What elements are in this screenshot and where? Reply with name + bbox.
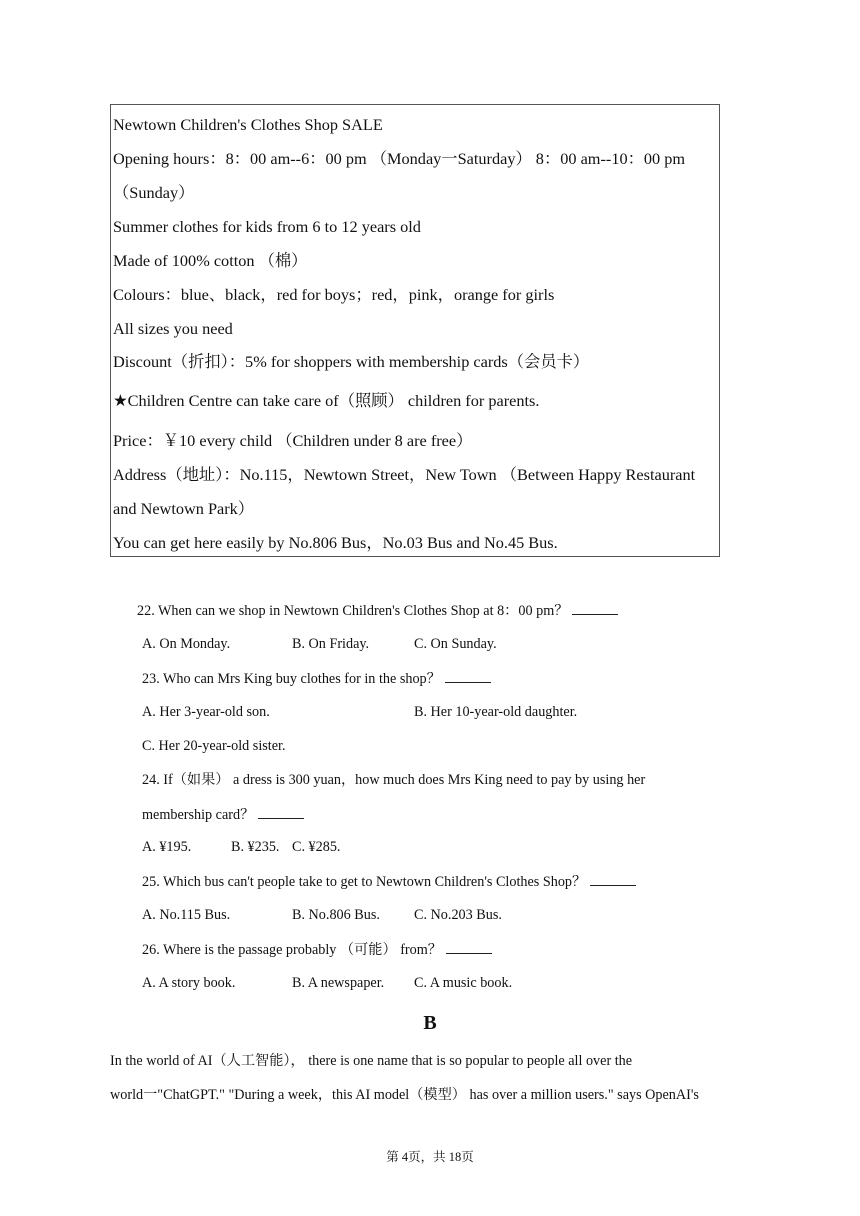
question-23-stem: 23. Who can Mrs King buy clothes for in the shop？ [142,671,441,687]
question-24-stem: 24. If（如果） a dress is 300 yuan，how much does Mrs King need to pay by using her [142,772,646,788]
section-b-paragraph-line-1: In the world of AI（人工智能）， there is one name that is so popular to people all over the [110,1053,633,1069]
question-24-stem-cont [142,805,304,824]
answer-blank[interactable] [590,872,636,886]
q26-option-c: C. A music book. [414,975,513,991]
q26-option-b: B. A newspaper. [292,975,385,991]
section-b-paragraph-line-2: world一"ChatGPT." "During a week，this AI model（模型） has over a million users." says OpenAI's [110,1087,699,1103]
ad-price: Price：￥10 every child （Children under 8 are free） [113,431,473,450]
question-26 [142,940,492,959]
ad-discount: Discount（折扣）：5% for shoppers with membership cards（会员卡） [113,352,590,371]
question-25 [142,872,636,891]
q23-option-a: A. Her 3-year-old son. [142,704,270,720]
ad-opening-hours-cont: （Sunday） [113,183,195,202]
advertisement-box [110,104,720,557]
q22-option-c: C. On Sunday. [414,636,497,652]
question-22-stem: 22. When can we shop in Newtown Children's Clothes Shop at 8：00 pm？ [137,603,569,619]
ad-material: Made of 100% cotton （棉） [113,251,308,270]
q26-option-a: A. A story book. [142,975,236,991]
q25-option-a: A. No.115 Bus. [142,907,231,923]
q23-option-c: C. Her 20-year-old sister. [142,738,286,754]
question-25-stem: 25. Which bus can't people take to get to Newtown Children's Clothes Shop？ [142,874,587,890]
question-23 [142,669,491,688]
ad-opening-hours: Opening hours：8：00 am--6：00 pm （Monday一Saturday） 8：00 am--10：00 pm [113,149,686,168]
ad-sizes: All sizes you need [113,319,233,338]
q24-option-b: B. ¥235. [231,839,280,855]
page-footer: 第 4页，共 18页 [386,1150,474,1164]
q23-option-b: B. Her 10-year-old daughter. [414,704,578,720]
ad-summer-clothes: Summer clothes for kids from 6 to 12 years old [113,217,421,236]
q22-option-a: A. On Monday. [142,636,231,652]
answer-blank[interactable] [258,805,304,819]
question-22 [137,601,618,620]
ad-bus: You can get here easily by No.806 Bus，No.03 Bus and No.45 Bus. [113,533,558,552]
answer-blank[interactable] [572,601,618,615]
question-24-stem2: membership card？ [142,807,255,823]
ad-colours: Colours：blue、black，red for boys；red，pink，orange for girls [113,285,555,304]
q25-option-c: C. No.203 Bus. [414,907,502,923]
q24-option-a: A. ¥195. [142,839,192,855]
q24-option-c: C. ¥285. [292,839,341,855]
ad-address-cont: and Newtown Park） [113,499,255,518]
section-b-title: B [423,1012,437,1034]
q25-option-b: B. No.806 Bus. [292,907,380,923]
ad-children-centre: ★Children Centre can take care of（照顾） children for parents. [113,391,540,410]
q22-option-b: B. On Friday. [292,636,370,652]
answer-blank[interactable] [445,669,491,683]
answer-blank[interactable] [446,940,492,954]
ad-title: Newtown Children's Clothes Shop SALE [113,115,383,134]
question-26-stem: 26. Where is the passage probably （可能） from？ [142,942,442,958]
ad-address: Address（地址）：No.115，Newtown Street，New Town （Between Happy Restaurant [113,465,696,484]
